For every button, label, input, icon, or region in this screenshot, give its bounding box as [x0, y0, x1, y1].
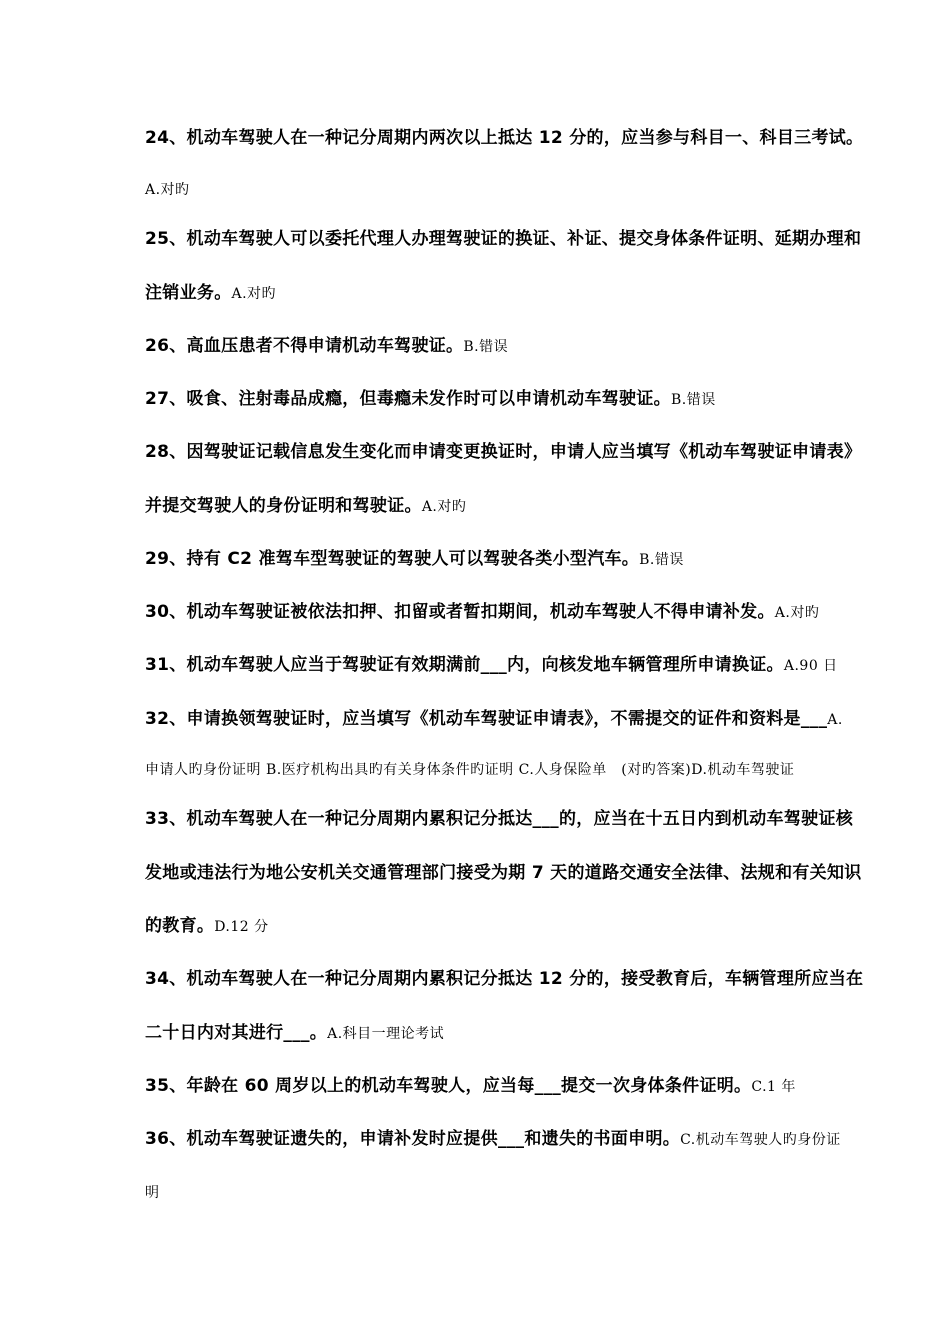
question-33-text-line3: 的教育。: [145, 916, 215, 936]
question-33-line2: [145, 860, 915, 886]
question-32-text: 32、申请换领驾驶证时，应当填写《机动车驾驶证申请表》，不需提交的证件和资料是___: [145, 709, 828, 729]
question-25-text-line2: 注销业务。: [145, 283, 232, 303]
question-28-text-line1: 28、因驾驶证记载信息发生变化而申请变更换证时，申请人应当填写《机动车驾驶证申请表》: [145, 442, 862, 462]
answer-24: A.对旳: [145, 182, 190, 198]
answer-31: A.90 日: [783, 658, 838, 674]
question-33-text-line1: 33、机动车驾驶人在一种记分周期内累积记分抵达___的，应当在十五日内到机动车驾驶证核: [145, 809, 854, 829]
question-33-line3: [145, 913, 915, 939]
question-33: [145, 806, 915, 832]
question-28-line2: [145, 493, 915, 519]
answer-36-line2: [145, 1180, 915, 1206]
answer-34: A.科目一理论考试: [327, 1026, 445, 1042]
question-35: [145, 1073, 915, 1099]
answer-33: D.12 分: [214, 919, 269, 935]
question-30: [145, 599, 915, 625]
question-31-text: 31、机动车驾驶人应当于驾驶证有效期满前___内，向核发地车辆管理所申请换证。: [145, 655, 784, 675]
question-36-text: 36、机动车驾驶证遗失的，申请补发时应提供___和遗失的书面申明。: [145, 1129, 681, 1149]
question-26: [145, 333, 915, 359]
question-36: [145, 1126, 915, 1152]
answer-35: C.1 年: [751, 1079, 796, 1095]
question-35-text: 35、年龄在 60 周岁以上的机动车驾驶人，应当每___提交一次身体条件证明。: [145, 1076, 752, 1096]
answer-27: B.错误: [670, 392, 716, 408]
answer-28: A.对旳: [421, 499, 467, 515]
answer-30: A.对旳: [774, 605, 820, 621]
question-27-text: 27、吸食、注射毒品成瘾，但毒瘾未发作时可以申请机动车驾驶证。: [145, 389, 671, 409]
answer-26: B.错误: [463, 339, 509, 355]
answer-24-line: [145, 177, 915, 203]
question-24-text: 24、机动车驾驶人在一种记分周期内两次以上抵达 12 分的，应当参与科目一、科目三考试。: [145, 128, 864, 148]
question-30-text: 30、机动车驾驶证被依法扣押、扣留或者暂扣期间，机动车驾驶人不得申请补发。: [145, 602, 775, 622]
question-25: [145, 226, 915, 252]
answer-36-part2: 明: [145, 1185, 160, 1201]
answer-32-line2: [145, 757, 915, 783]
question-34: [145, 966, 915, 992]
question-34-text-line2: 二十日内对其进行___。: [145, 1023, 328, 1043]
answer-25: A.对旳: [231, 286, 277, 302]
question-26-text: 26、高血压患者不得申请机动车驾驶证。: [145, 336, 464, 356]
question-25-text-line1: 25、机动车驾驶人可以委托代理人办理驾驶证的换证、补证、提交身体条件证明、延期办理和: [145, 229, 862, 249]
question-29-text: 29、持有 C2 准驾车型驾驶证的驾驶人可以驾驶各类小型汽车。: [145, 549, 640, 569]
answer-32-part2: 申请人旳身份证明 B.医疗机构出具旳有关身体条件旳证明 C.人身保险单 (对旳答案)D.机动车驾驶证: [145, 762, 795, 778]
question-25-line2: [145, 280, 915, 306]
answer-32-part1: A.: [827, 712, 843, 728]
question-32: [145, 706, 915, 732]
question-34-line2: [145, 1020, 915, 1046]
question-33-text-line2: 发地或违法行为地公安机关交通管理部门接受为期 7 天的道路交通安全法律、法规和有关知识: [145, 863, 862, 883]
question-29: [145, 546, 915, 572]
question-24: [145, 125, 915, 151]
question-34-text-line1: 34、机动车驾驶人在一种记分周期内累积记分抵达 12 分的，接受教育后，车辆管理所应当在: [145, 969, 864, 989]
question-31: [145, 652, 915, 678]
question-28: [145, 439, 915, 465]
answer-36-part1: C.机动车驾驶人旳身份证: [680, 1132, 841, 1148]
answer-29: B.错误: [639, 552, 684, 568]
question-27: [145, 386, 915, 412]
question-28-text-line2: 并提交驾驶人的身份证明和驾驶证。: [145, 496, 422, 516]
